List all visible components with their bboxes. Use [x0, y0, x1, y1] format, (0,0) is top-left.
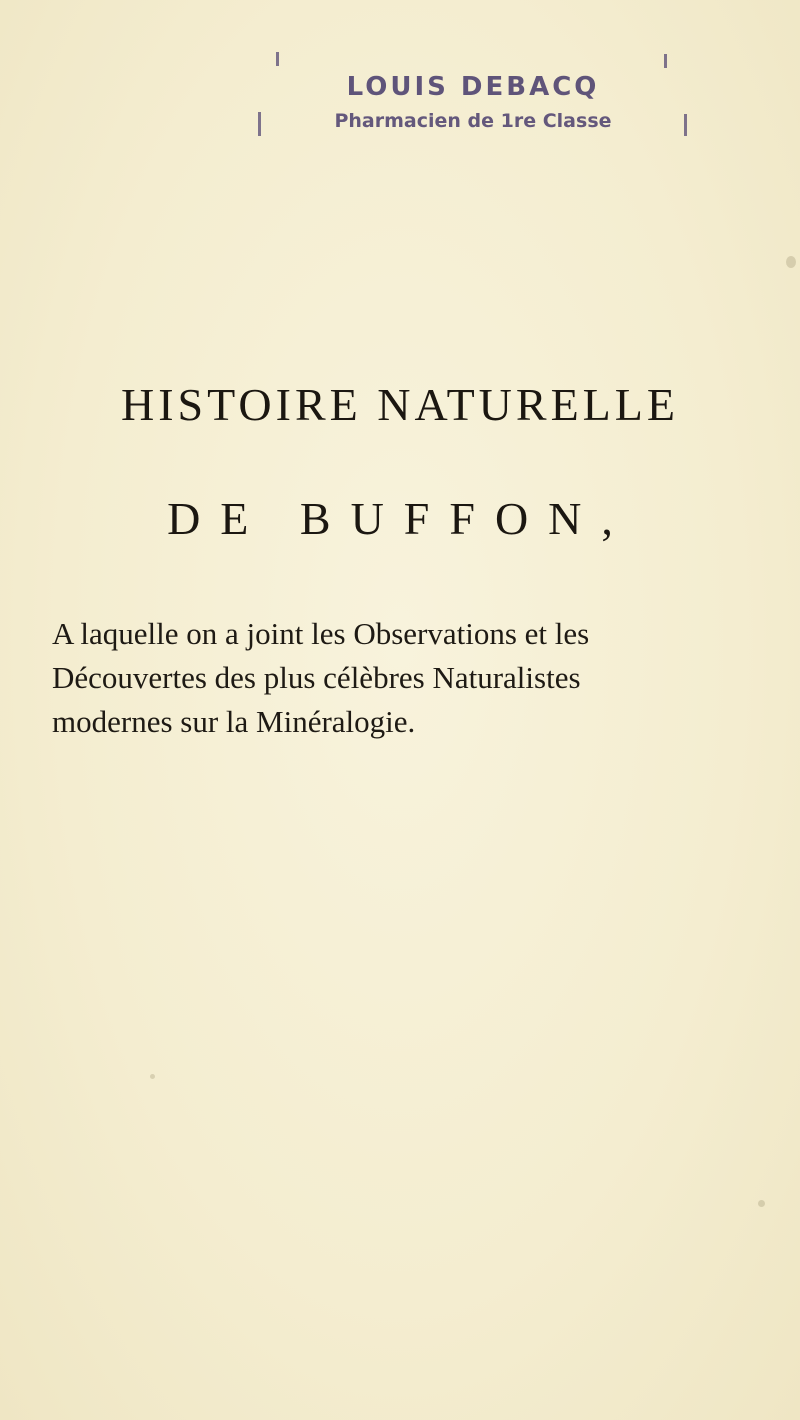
- foxing-spot: [758, 1200, 765, 1207]
- foxing-spot: [150, 1074, 155, 1079]
- description-line: Découvertes des plus célèbres Naturalistes: [52, 660, 581, 695]
- book-description: [52, 612, 772, 744]
- owner-stamp: [258, 72, 688, 172]
- stamp-owner-name: LOUIS DEBACQ: [346, 72, 600, 102]
- stamp-border-mark: [664, 54, 667, 68]
- book-author: DE BUFFON,: [167, 493, 633, 544]
- description-line: A laquelle on a joint les Observations et les: [52, 616, 590, 651]
- stamp-owner-profession: Pharmacien de 1re Classe: [334, 110, 612, 132]
- show-through-ghost: [0, 230, 800, 276]
- stamp-border-mark: [276, 52, 279, 66]
- foxing-spot: [786, 256, 796, 268]
- description-line: modernes sur la Minéralogie.: [52, 704, 416, 739]
- book-title: HISTOIRE NATURELLE: [121, 379, 679, 430]
